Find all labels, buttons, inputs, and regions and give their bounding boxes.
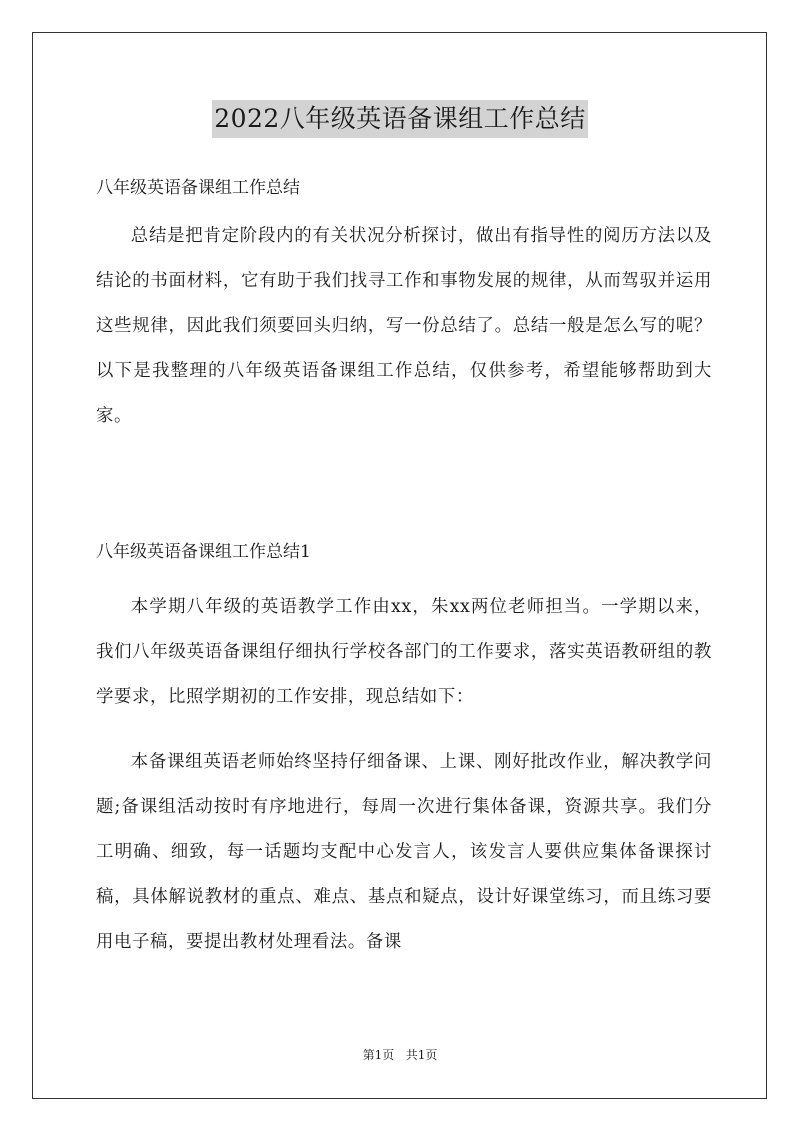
section1-paragraph-2: 本备课组英语老师始终坚持仔细备课、上课、刚好批改作业，解决教学问题;备课组活动按时有序地进行，每周一次进行集体备课，资源共享。我们分工明确、细致，每一话题均支配中心发言人，该发言人要供应集体备课探讨稿，具体解说教材的重点、难点、基点和疑点，设计好课堂练习，而且练习要用电子稿，要提出教材处理看法。备课 (96, 752, 712, 952)
section1-paragraph-1: 本学期八年级的英语教学工作由xx，朱xx两位老师担当。一学期以来，我们八年级英语备课组仔细执行学校各部门的工作要求，落实英语教研组的教学要求，比照学期初的工作安排，现总结如下： (96, 597, 712, 707)
document-title: 2022八年级英语备课组工作总结 (212, 100, 588, 138)
page-footer: 第1页 共1页 (362, 1048, 438, 1062)
title-container (0, 100, 800, 138)
intro-heading: 八年级英语备课组工作总结 (96, 178, 300, 198)
intro-paragraph: 总结是把肯定阶段内的有关状况分析探讨，做出有指导性的阅历方法以及结论的书面材料，它有助于我们找寻工作和事物发展的规律，从而驾驭并运用这些规律，因此我们须要回头归纳，写一份总结了。总结一般是怎么写的呢？以下是我整理的八年级英语备课组工作总结，仅供参考，希望能够帮助到大家。 (96, 226, 712, 426)
section1-heading: 八年级英语备课组工作总结1 (96, 542, 311, 562)
